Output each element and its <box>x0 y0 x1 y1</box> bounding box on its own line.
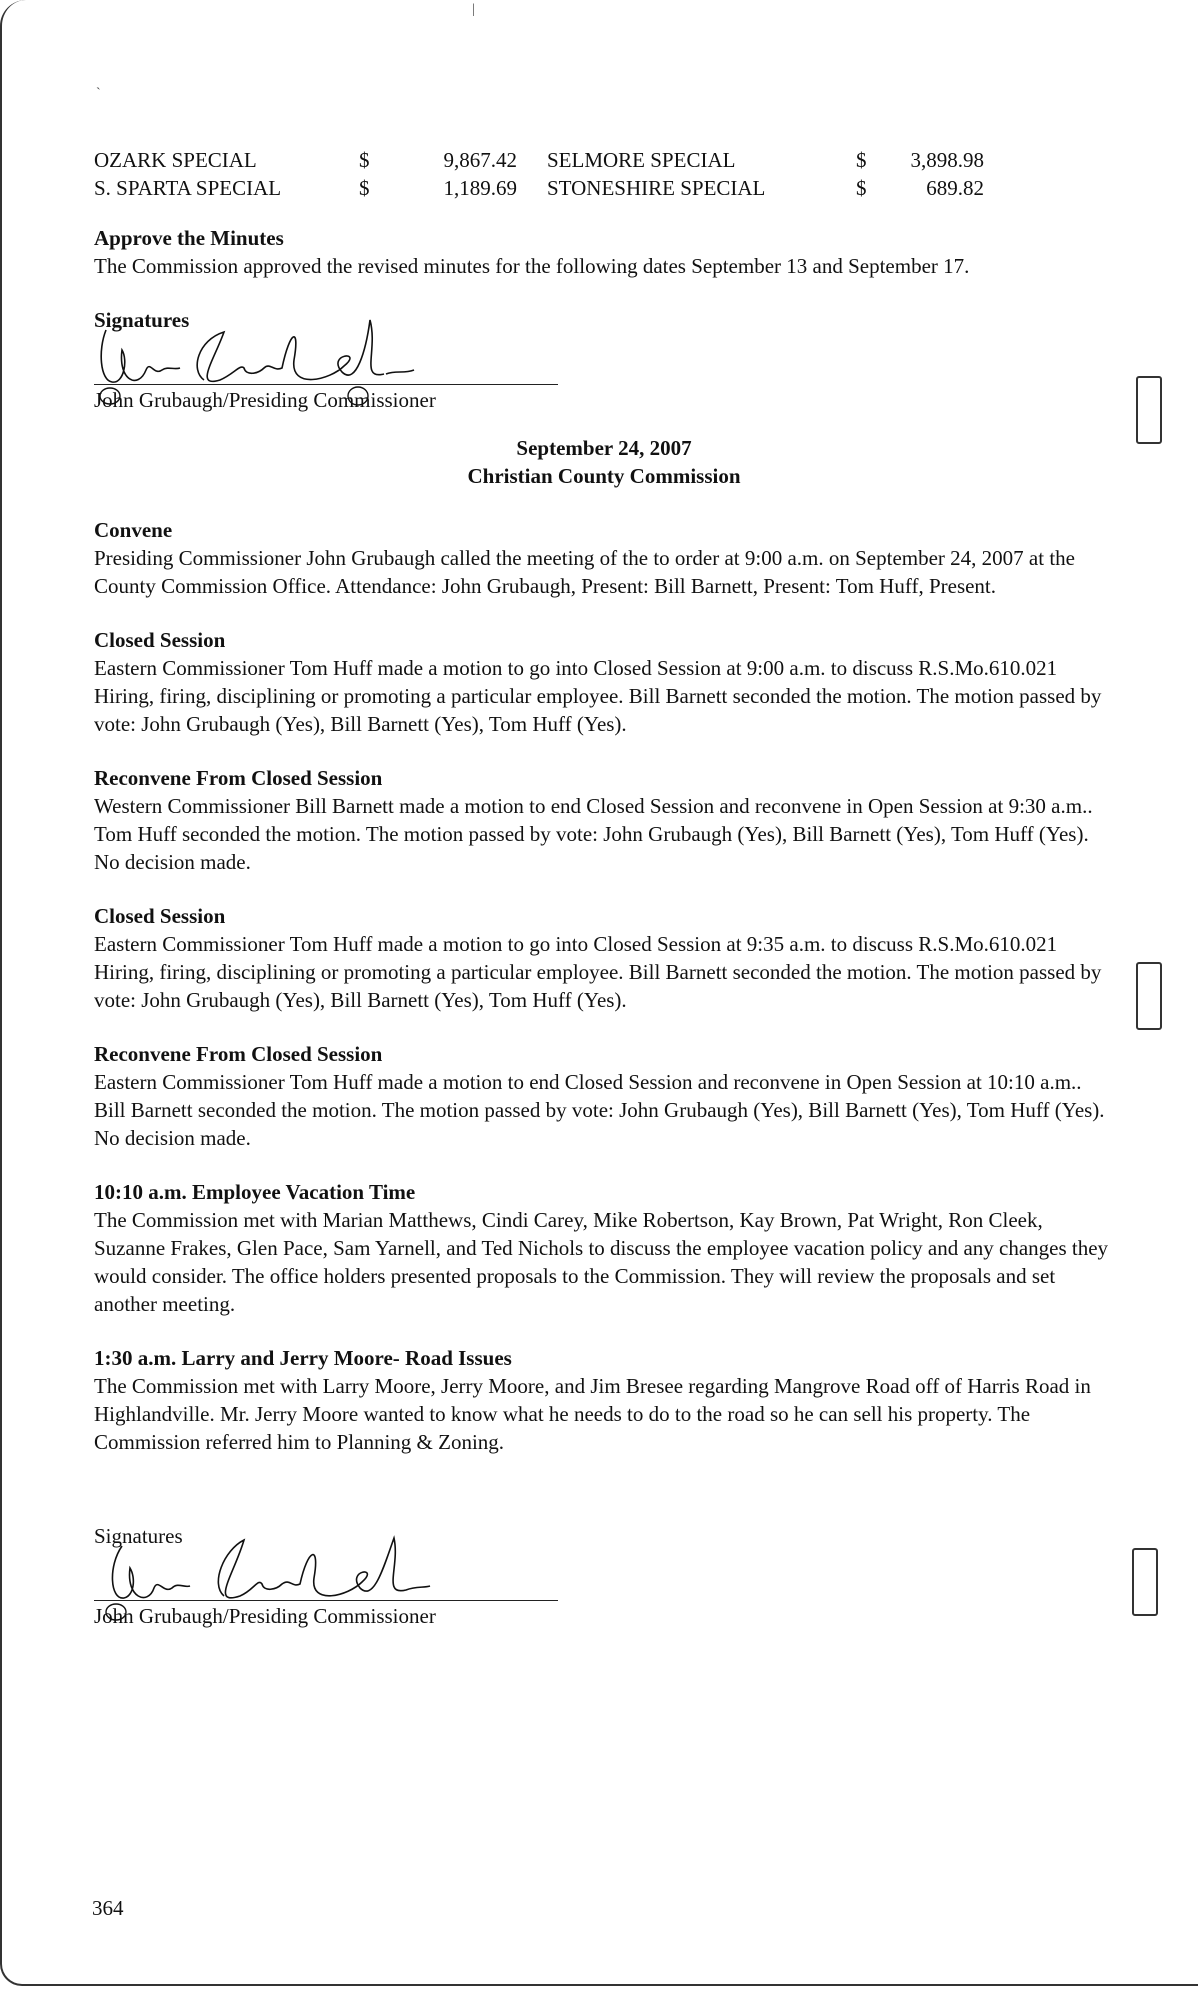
fund-amount: 689.82 <box>926 176 984 200</box>
binder-bracket-icon <box>1136 376 1162 444</box>
minutes-section <box>94 764 1114 876</box>
fund-name: SELMORE SPECIAL <box>547 148 736 172</box>
signature-label: Signatures <box>94 1524 183 1548</box>
approve-minutes-section <box>94 224 1114 280</box>
minutes-section <box>94 626 1114 738</box>
fund-name: OZARK SPECIAL <box>94 148 257 172</box>
minutes-section <box>94 1040 1114 1152</box>
meeting-date: September 24, 2007 <box>516 436 692 460</box>
signature-label: Signatures <box>94 308 190 332</box>
binder-bracket-icon <box>1132 1548 1158 1616</box>
currency-symbol: $ <box>359 176 370 200</box>
section-text: The Commission met with Marian Matthews, Cindi Carey, Mike Robertson, Kay Brown, Pat Wright, Ron Cleek, Suzanne Frakes, Glen Pace, Sam Yarnell, and Ted Nichols to discuss the employee vacation policy and any changes they would consider. The office holders presented proposals to the Commission. They will review the proposals and set another meeting. <box>94 1208 1109 1316</box>
scan-mark: ` <box>96 86 101 101</box>
signature-block <box>94 306 1114 410</box>
meeting-body: Christian County Commission <box>467 464 741 488</box>
section-heading: 10:10 a.m. Employee Vacation Time <box>94 1180 416 1204</box>
page-number: 364 <box>92 1896 124 1920</box>
binder-bracket-icon <box>1136 962 1162 1030</box>
section-heading: Approve the Minutes <box>94 226 284 250</box>
fund-name: STONESHIRE SPECIAL <box>547 176 766 200</box>
minutes-section <box>94 1344 1114 1456</box>
signature-line <box>94 384 558 385</box>
signatory-name: John Grubaugh/Presiding Commissioner <box>94 1604 436 1628</box>
section-text: The Commission met with Larry Moore, Jerry Moore, and Jim Bresee regarding Mangrove Road off of Harris Road in Highlandville. Mr. Jerry Moore wanted to know what he needs to do to the road so he can sell his property. The Commission referred him to Planning & Zoning. <box>94 1374 1091 1454</box>
fund-amount: 1,189.69 <box>443 176 517 200</box>
signatory-name: John Grubaugh/Presiding Commissioner <box>94 388 436 412</box>
section-text: Eastern Commissioner Tom Huff made a motion to go into Closed Session at 9:00 a.m. to discuss R.S.Mo.610.021 Hiring, firing, disciplining or promoting a particular employee. Bill Barnett seconded the motion. The motion passed by vote: John Grubaugh (Yes), Bill Barnett (Yes), Tom Huff (Yes). <box>94 656 1102 736</box>
fund-amount: 3,898.98 <box>910 148 984 172</box>
table-row <box>94 146 984 174</box>
section-text: Eastern Commissioner Tom Huff made a motion to end Closed Session and reconvene in Open Session at 10:10 a.m.. Bill Barnett seconded the motion. The motion passed by vote: John Grubaugh (Yes), Bill Barnett (Yes), Tom Huff (Yes). No decision made. <box>94 1070 1105 1150</box>
section-text: Presiding Commissioner John Grubaugh called the meeting of the to order at 9:00 a.m. on September 24, 2007 at the County Commission Office. Attendance: John Grubaugh, Present: Bill Barnett, Present: Tom Huff, Present. <box>94 546 1075 598</box>
signature-block <box>94 1522 1114 1626</box>
section-heading: Reconvene From Closed Session <box>94 766 383 790</box>
section-text: Eastern Commissioner Tom Huff made a motion to go into Closed Session at 9:35 a.m. to discuss R.S.Mo.610.021 Hiring, firing, disciplining or promoting a particular employee. Bill Barnett seconded the motion. The motion passed by vote: John Grubaugh (Yes), Bill Barnett (Yes), Tom Huff (Yes). <box>94 932 1102 1012</box>
section-heading: Convene <box>94 518 173 542</box>
minutes-section <box>94 1178 1114 1318</box>
currency-symbol: $ <box>359 148 370 172</box>
section-text: The Commission approved the revised minutes for the following dates September 13 and September 17. <box>94 254 970 278</box>
section-heading: Reconvene From Closed Session <box>94 1042 383 1066</box>
fund-amount: 9,867.42 <box>443 148 517 172</box>
minutes-section <box>94 902 1114 1014</box>
currency-symbol: $ <box>856 176 867 200</box>
section-text: Western Commissioner Bill Barnett made a motion to end Closed Session and reconvene in Open Session at 9:30 a.m.. Tom Huff seconded the motion. The motion passed by vote: John Grubaugh (Yes), Bill Barnett (Yes), Tom Huff (Yes). No decision made. <box>94 794 1093 874</box>
document-body <box>94 146 1114 1626</box>
table-row <box>94 174 984 202</box>
fund-name: S. SPARTA SPECIAL <box>94 176 282 200</box>
section-heading: Closed Session <box>94 628 226 652</box>
fund-balances-table <box>94 146 984 202</box>
currency-symbol: $ <box>856 148 867 172</box>
signature-line <box>94 1600 558 1601</box>
minutes-section <box>94 516 1114 600</box>
scan-mark: | <box>472 2 475 17</box>
section-heading: Closed Session <box>94 904 226 928</box>
section-heading: 1:30 a.m. Larry and Jerry Moore- Road Issues <box>94 1346 512 1370</box>
